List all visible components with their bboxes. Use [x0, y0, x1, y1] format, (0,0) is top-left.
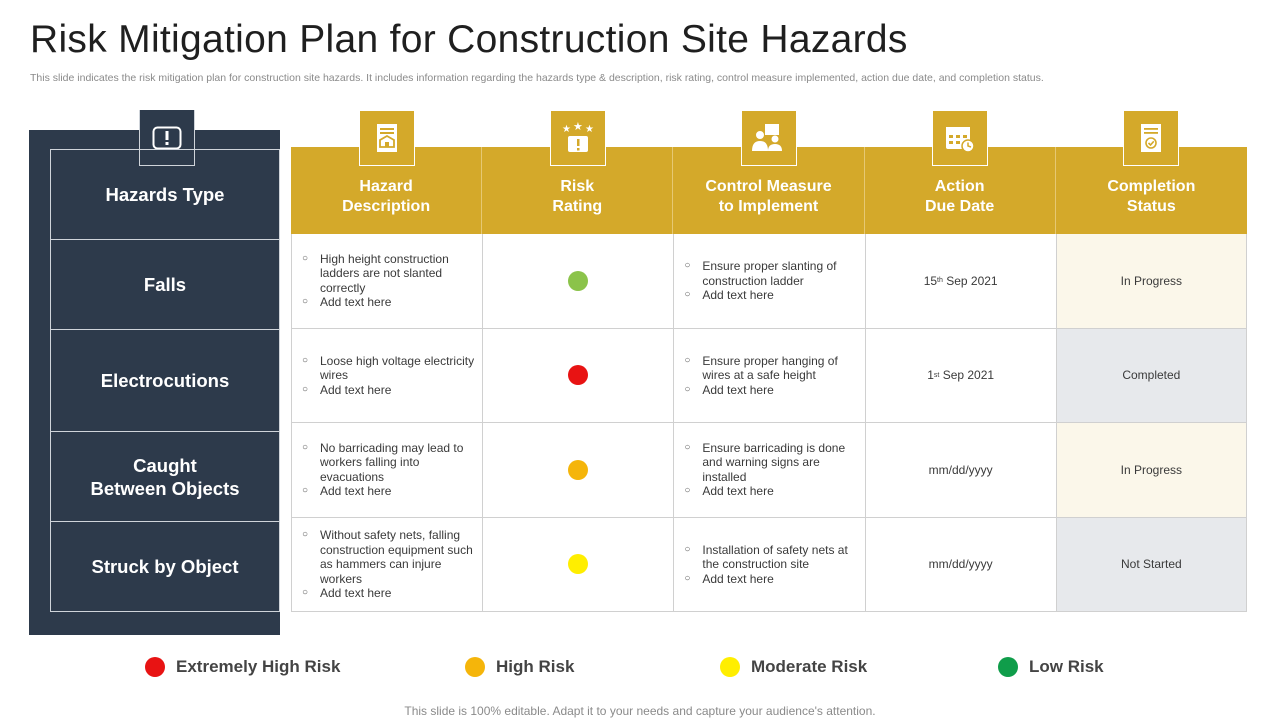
svg-text:★: ★ [572, 122, 583, 133]
bullet-item: ○ Installation of safety nets at the construction site [682, 543, 864, 572]
table-row [291, 518, 1247, 613]
bullet-item: ○ Add text here [682, 383, 864, 398]
bullet-item: ○ Add text here [682, 572, 864, 587]
page-title: Risk Mitigation Plan for Construction Site Hazards [30, 18, 908, 61]
risk-indicator-dot [568, 460, 588, 480]
legend-high-risk [465, 657, 574, 677]
calendar-icon [932, 110, 988, 166]
due-date-day: mm/dd/yyyy [928, 557, 993, 572]
legend-label: Low Risk [1029, 657, 1104, 676]
legend-dot [998, 657, 1018, 677]
hazard-falls: Falls [50, 239, 280, 329]
due-date-rest: Sep 2021 [942, 273, 998, 288]
due-date-day: 1 [927, 368, 934, 383]
star-rating-icon [550, 110, 606, 166]
bullet-item: ○ Ensure proper hanging of wires at a safe height [682, 354, 864, 383]
header-hazard-description: Hazard Description [291, 147, 482, 234]
bullet-item: ○ Add text here [300, 484, 482, 499]
control-measure-cell [673, 234, 864, 329]
svg-text:★: ★ [584, 124, 594, 135]
header-completion-status: Completion Status [1107, 177, 1196, 215]
due-date-day: mm/dd/yyyy [928, 462, 993, 477]
control-measure-cell [673, 423, 864, 518]
document-icon [359, 110, 415, 166]
table-row [291, 423, 1247, 518]
header-risk-rating: Risk Rating [482, 147, 673, 234]
bullet-item: ○ Ensure proper slanting of construction ladder [682, 259, 864, 288]
legend-low-risk [998, 657, 1104, 677]
bullet-item: ○ Add text here [300, 295, 482, 310]
bullet-item: ○ Add text here [682, 288, 864, 303]
risk-rating-cell [482, 423, 673, 518]
hazard-description-cell [291, 518, 482, 613]
warning-icon [152, 126, 182, 150]
table-row [291, 329, 1247, 424]
due-date-rest: Sep 2021 [939, 368, 995, 383]
due-date-cell [865, 234, 1056, 329]
risk-legend [0, 657, 1280, 679]
hazard-electrocutions: Electrocutions [50, 329, 280, 431]
header-control-measure: Control Measure to Implement [673, 147, 864, 234]
risk-indicator-dot [568, 554, 588, 574]
control-measure-cell [673, 329, 864, 424]
hazard-description-cell [291, 423, 482, 518]
risk-rating-cell [482, 234, 673, 329]
legend-label: High Risk [496, 657, 575, 676]
risk-rating-cell [482, 329, 673, 424]
risk-indicator-dot [568, 271, 588, 291]
control-measure-cell [673, 518, 864, 613]
bullet-item: ○ Without safety nets, falling construction equipment such as hammers can injure workers [300, 528, 482, 586]
header-action-due-date: Action Due Date [865, 147, 1056, 234]
hazards-column [50, 149, 280, 612]
risk-indicator-dot [568, 365, 588, 385]
mitigation-table [291, 147, 1247, 612]
legend-dot [145, 657, 165, 677]
legend-dot [720, 657, 740, 677]
risk-rating-cell [482, 518, 673, 613]
due-date-cell [865, 518, 1056, 613]
legend-label: Moderate Risk [751, 657, 868, 676]
legend-dot [465, 657, 485, 677]
page-subtitle: This slide indicates the risk mitigation plan for construction site hazards. It includes information regarding the hazards type & description, risk rating, control measure implemented, action due date, and completion status. [30, 72, 1044, 84]
table-body [291, 234, 1247, 612]
hazard-description-cell [291, 234, 482, 329]
bullet-item: ○ Add text here [300, 383, 482, 398]
hazard-struck-by-object: Struck by Object [50, 521, 280, 612]
bullet-item: ○ Add text here [682, 484, 864, 499]
hazards-header: Hazards Type [50, 149, 280, 239]
due-date-day: 15 [923, 273, 938, 288]
bullet-item: ○ High height construction ladders are not slanted correctly [300, 252, 482, 296]
bullet-item: ○ Loose high voltage electricity wires [300, 354, 482, 383]
completion-status-cell: In Progress [1056, 234, 1247, 329]
due-date-suffix: st [933, 371, 940, 379]
svg-text:★: ★ [561, 124, 571, 135]
hazard-description-cell [291, 329, 482, 424]
header-icons [291, 110, 1247, 166]
bullet-item: ○ Ensure barricading is done and warning signs are installed [682, 441, 864, 485]
bullet-item: ○ Add text here [300, 586, 482, 601]
completion-status-cell: Not Started [1056, 518, 1247, 613]
completion-status-cell: In Progress [1056, 423, 1247, 518]
bullet-item: ○ No barricading may lead to workers falling into evacuations [300, 441, 482, 485]
legend-moderate-risk [720, 657, 867, 677]
due-date-cell [865, 329, 1056, 424]
checklist-icon [1123, 110, 1179, 166]
table-row [291, 234, 1247, 329]
due-date-cell [865, 423, 1056, 518]
hazard-caught-between-objects: Caught Between Objects [50, 431, 280, 521]
team-presentation-icon [741, 110, 797, 166]
footer-note: This slide is 100% editable. Adapt it to your needs and capture your audience's attention. [404, 704, 876, 718]
completion-status-cell: Completed [1056, 329, 1247, 424]
legend-label: Extremely High Risk [176, 657, 341, 676]
due-date-suffix: th [937, 277, 943, 285]
legend-extremely-high-risk [145, 657, 340, 677]
